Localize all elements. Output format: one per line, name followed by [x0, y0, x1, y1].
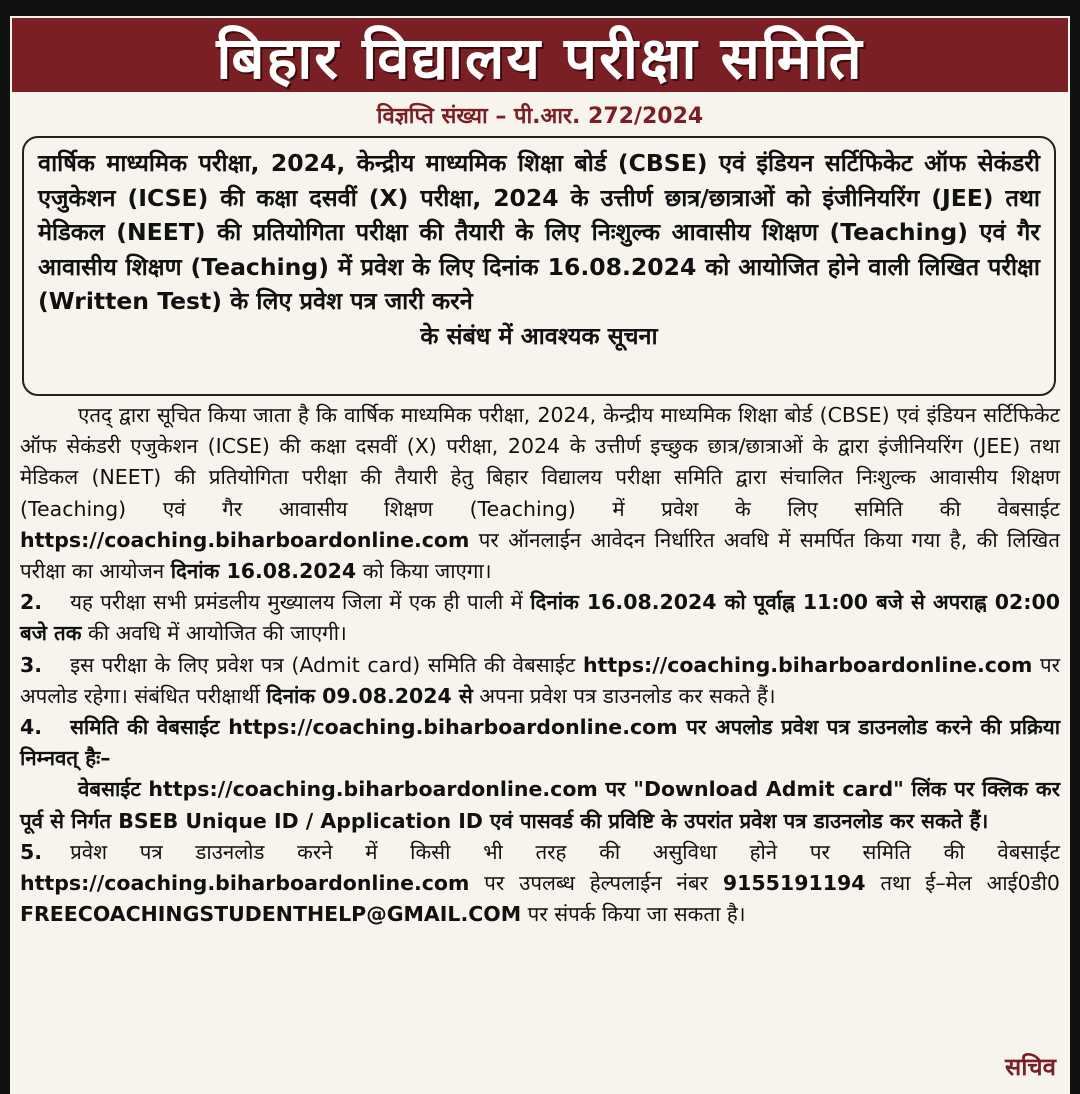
para1-text2: पर ऑनलाईन आवेदन निर्धारित अवधि में समर्पित किया गया है, की लिखित परीक्षा का आयोजन	[20, 527, 1060, 584]
para3-text3: अपना प्रवेश पत्र डाउनलोड कर सकते हैं।	[479, 683, 776, 708]
paragraph-4-sub	[20, 774, 1060, 836]
signature-secretary: सचिव	[1004, 1053, 1056, 1081]
para2-date: दिनांक 16.08.2024 को पूर्वाह्न 11:00 बजे से अपराह्न 02:00 बजे तक	[20, 590, 1060, 646]
para5-text3: तथा ई–मेल आई0डी0	[880, 871, 1060, 896]
paragraph-4	[20, 712, 1060, 774]
subject-text: वार्षिक माध्यमिक परीक्षा, 2024, केन्द्रीय माध्यमिक शिक्षा बोर्ड (CBSE) एवं इंडियन सर्टिफिकेट ऑफ सेकंडरी एजुकेशन (ICSE) की कक्षा दसवीं (X) परीक्षा, 2024 के उत्तीर्ण छात्र/छात्राओं को इंजीनियरिंग (JEE) तथा मेडिकल (NEET) की प्रतियोगिता परीक्षा की तैयारी के लिए निःशुल्क आवासीय शिक्षण (Teaching) एवं गैर आवासीय शिक्षण (Teaching) में प्रवेश के लिए दिनांक 16.08.2024 को आयोजित होने वाली लिखित परीक्षा (Written Test) के लिए प्रवेश पत्र जारी करने	[38, 149, 1040, 315]
para3-url: https://coaching.biharboardonline.com	[582, 652, 1033, 677]
para4-number: 4.	[20, 715, 43, 740]
para2-text2: की अवधि में आयोजित की जाएगी।	[88, 621, 347, 646]
para5-text4: पर संपर्क किया जा सकता है।	[527, 902, 746, 927]
board-title: बिहार विद्यालय परीक्षा समिति	[216, 23, 864, 92]
para3-date: दिनांक 09.08.2024 से	[266, 683, 473, 708]
helpline-email: FREECOACHINGSTUDENTHELP@GMAIL.COM	[20, 902, 522, 927]
para5-number: 5.	[20, 839, 43, 864]
para3-text2: पर अपलोड रहेगा। संबंधित परीक्षार्थी	[20, 652, 1060, 708]
para1-text3: को किया जाएगा।	[362, 559, 492, 584]
paragraph-1	[20, 400, 1060, 587]
notice-page	[10, 16, 1070, 1094]
header-banner	[12, 18, 1068, 92]
para5-text: प्रवेश पत्र डाउनलोड करने में किसी भी तरह की असुविधा होने पर समिति की वेबसाईट	[70, 839, 1060, 864]
para1-date: दिनांक 16.08.2024	[170, 559, 357, 584]
para3-text: इस परीक्षा के लिए प्रवेश पत्र (Admit card) समिति की वेबसाईट	[70, 652, 576, 677]
para3-number: 3.	[20, 652, 43, 677]
helpline-number: 9155191194	[722, 871, 866, 896]
para4-sub-text: वेबसाईट https://coaching.biharboardonline.com पर "Download Admit card" लिंक पर क्लिक कर पूर्व से निर्गत BSEB Unique ID / Application ID एवं पासवर्ड की प्रविष्टि के उपरांत प्रवेश पत्र डाउनलोड कर सकते हैं।	[20, 777, 1060, 833]
para2-number: 2.	[20, 590, 43, 615]
paragraph-2	[20, 587, 1060, 649]
subject-last-line: के संबंध में आवश्यक सूचना	[420, 321, 658, 350]
para5-text2: पर उपलब्ध हेल्पलाईन नंबर	[484, 871, 709, 896]
subject-box	[22, 136, 1056, 396]
para4-text: समिति की वेबसाईट https://coaching.biharboardonline.com पर अपलोड प्रवेश पत्र डाउनलोड करने की प्रक्रिया निम्नवत् हैः–	[20, 715, 1060, 771]
para1-text: एतद् द्वारा सूचित किया जाता है कि वार्षिक माध्यमिक परीक्षा, 2024, केन्द्रीय माध्यमिक शिक्षा बोर्ड (CBSE) एवं इंडियन सर्टिफिकेट ऑफ सेकंडरी एजुकेशन (ICSE) की कक्षा दसवीं (X) परीक्षा, 2024 के उत्तीर्ण इच्छुक छात्र/छात्राओं के द्वारा इंजीनियरिंग (JEE) तथा मेडिकल (NEET) की प्रतियोगिता परीक्षा की तैयारी हेतु बिहार विद्यालय परीक्षा समिति द्वारा संचालित निःशुल्क आवासीय शिक्षण (Teaching) एवं गैर आवासीय शिक्षण (Teaching) में प्रवेश के लिए समिति की वेबसाईट	[20, 403, 1060, 521]
paragraph-3	[20, 650, 1060, 712]
notice-body	[20, 400, 1060, 930]
para1-url: https://coaching.biharboardonline.com	[20, 527, 470, 552]
paragraph-5	[20, 837, 1060, 931]
para5-url: https://coaching.biharboardonline.com	[20, 871, 470, 896]
notice-number: विज्ञप्ति संख्या – पी.आर. 272/2024	[376, 104, 704, 129]
para2-text: यह परीक्षा सभी प्रमंडलीय मुख्यालय जिला में एक ही पाली में	[70, 590, 523, 615]
